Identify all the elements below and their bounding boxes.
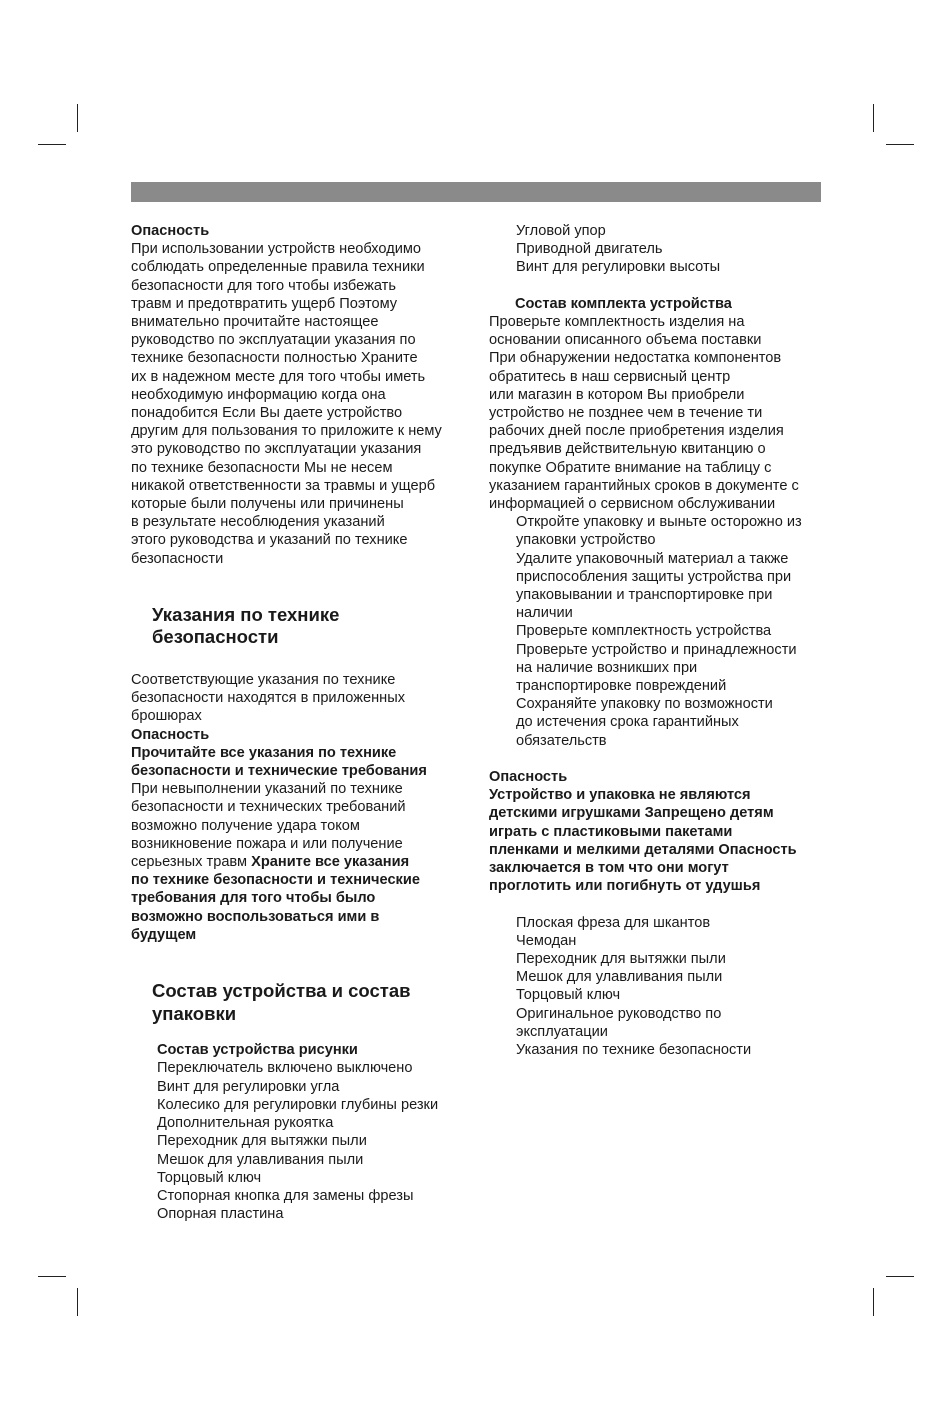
list-item: Торцовый ключ: [516, 987, 621, 1004]
text-line: другим для пользования то приложите к нему: [131, 423, 442, 440]
list-item: Переходник для вытяжки пыли: [516, 951, 726, 968]
list-item: Винт для регулировки высоты: [516, 259, 721, 276]
list-item: Проверьте комплектность устройства: [516, 623, 772, 640]
kit-text: [489, 313, 829, 513]
text-line: [131, 871, 471, 889]
danger-title: Опасность: [131, 223, 210, 239]
danger-title: Опасность: [489, 769, 568, 786]
safety-intro: [131, 671, 471, 726]
list-item: Приводной двигатель: [516, 241, 663, 258]
text-bold: возможно воспользоваться ими в: [131, 908, 380, 925]
text-line: безопасности и технические требования: [131, 763, 427, 780]
list-item: Чемодан: [516, 932, 577, 949]
composition-list: [131, 1059, 471, 1223]
text-line: это руководство по эксплуатации указания: [131, 441, 422, 458]
text-line: [131, 835, 471, 853]
text-line: в результате несоблюдения указаний: [131, 514, 385, 531]
text-line: заключается в том что они могут: [489, 860, 729, 877]
list-item: Колесико для регулировки глубины резки: [157, 1096, 439, 1113]
package-list: [489, 914, 829, 1060]
composition-subtitle: Состав устройства рисунки: [157, 1042, 358, 1059]
text-bold: будущем: [131, 926, 197, 943]
list-item: Мешок для улавливания пыли: [516, 969, 723, 986]
danger-title: Опасность: [131, 726, 210, 743]
text-line: Проверьте комплектность изделия на: [489, 314, 745, 330]
text-normal: возможно получение удара током: [131, 817, 360, 834]
safety-warning-text: [131, 780, 471, 944]
composition-list-continued: [489, 222, 829, 277]
text-line: брошюрах: [131, 708, 202, 725]
text-line: соблюдать определенные правила техники: [131, 259, 425, 276]
list-item: упаковывании и транспортировке при: [516, 587, 773, 604]
safety-heading: Указания по технике безопасности: [152, 603, 340, 648]
text-line: Соответствующие указания по технике: [131, 672, 396, 689]
composition-heading: Состав устройства и состав упаковки: [152, 980, 411, 1024]
text-line: безопасности: [131, 550, 224, 567]
list-item: Дополнительная рукоятка: [157, 1115, 334, 1132]
text-line: безопасности находятся в приложенных: [131, 690, 406, 707]
list-item: Проверьте устройство и принадлежности: [516, 641, 797, 658]
danger-text: [131, 240, 471, 568]
safety-warning-bold: [131, 744, 471, 780]
text-line: основании описанного объема поставки: [489, 332, 762, 349]
text-line: руководство по эксплуатации указания по: [131, 332, 416, 349]
text-line: [131, 889, 471, 907]
text-line: [131, 798, 471, 816]
list-item: Переходник для вытяжки пыли: [157, 1133, 367, 1150]
list-item: до истечения срока гарантийных: [516, 714, 739, 731]
header-bar: [131, 182, 821, 202]
list-item: Удалите упаковочный материал а также: [516, 550, 789, 567]
list-item: Оригинальное руководство по: [516, 1005, 722, 1022]
text-line: по технике безопасности Мы не несем: [131, 459, 393, 476]
text-line: понадобится Если Вы даете устройство: [131, 405, 403, 422]
crop-mark: [38, 144, 66, 145]
list-item: Переключатель включено выключено: [157, 1060, 413, 1077]
text-line: безопасности для того чтобы избежать: [131, 277, 396, 294]
text-line: детскими игрушками Запрещено детям: [489, 805, 774, 822]
crop-mark: [77, 104, 78, 132]
text-line: Прочитайте все указания по технике: [131, 744, 397, 761]
text-line: травм и предотвратить ущерб Поэтому: [131, 295, 398, 312]
text-normal: При невыполнении указаний по технике: [131, 781, 403, 798]
text-line: покупке Обратите внимание на таблицу с: [489, 459, 772, 476]
text-line: устройство не позднее чем в течение ти: [489, 405, 763, 422]
right-column: [489, 222, 829, 1059]
text-bold: требования для того чтобы было: [131, 890, 376, 907]
text-line: никакой ответственности за травмы и ущерб: [131, 477, 436, 494]
left-column: [131, 222, 471, 1223]
list-item: Мешок для улавливания пыли: [157, 1151, 364, 1168]
crop-mark: [886, 1276, 914, 1277]
text-line: указанием гарантийных сроков в документе с: [489, 477, 799, 494]
safety-section: [131, 604, 471, 944]
list-item: Сохраняйте упаковку по возможности: [516, 696, 773, 713]
text-line: При обнаружении недостатка компонентов: [489, 350, 782, 367]
text-line: При использовании устройств необходимо: [131, 241, 422, 258]
list-item: обязательств: [516, 732, 607, 749]
list-item: Плоская фреза для шкантов: [516, 914, 711, 931]
text-line: играть с пластиковыми пакетами: [489, 823, 733, 840]
text-line: рабочих дней после приобретения изделия: [489, 423, 784, 440]
list-item: упаковки устройство: [516, 532, 656, 549]
text-line: внимательно прочитайте настоящее: [131, 314, 379, 331]
text-line: которые были получены или причинены: [131, 496, 404, 513]
text-line: предъявив действительную квитанцию о: [489, 441, 766, 458]
list-item: транспортировке повреждений: [516, 678, 727, 695]
text-normal: безопасности и технических требований: [131, 799, 406, 816]
list-item: эксплуатации: [516, 1023, 608, 1040]
kit-section: [489, 295, 829, 750]
list-item: Откройте упаковку и выньте осторожно из: [516, 514, 802, 531]
list-item: Торцовый ключ: [157, 1169, 262, 1186]
text-line: технике безопасности полностью Храните: [131, 350, 418, 367]
text-line: их в надежном месте для того чтобы иметь: [131, 368, 426, 385]
danger-warning-bold: [489, 786, 829, 895]
text-line: [131, 780, 471, 798]
text-line: [131, 926, 471, 944]
kit-steps: [489, 513, 829, 750]
list-item: Стопорная кнопка для замены фрезы: [157, 1187, 414, 1204]
danger-section-1: [131, 222, 471, 568]
crop-mark: [38, 1276, 66, 1277]
text-bold: по технике безопасности и технические: [131, 872, 420, 889]
danger-section-2: [489, 768, 829, 895]
list-item: приспособления защиты устройства при: [516, 568, 792, 585]
list-item: Опорная пластина: [157, 1206, 284, 1223]
text-line: [131, 817, 471, 835]
list-item: наличии: [516, 605, 573, 622]
crop-mark: [886, 144, 914, 145]
text-line: [131, 853, 471, 871]
text-line: или магазин в котором Вы приобрели: [489, 386, 745, 403]
kit-title: Состав комплекта устройства: [515, 295, 732, 312]
text-line: проглотить или погибнуть от удушья: [489, 878, 761, 895]
text-normal: серьезных травм: [131, 854, 252, 871]
text-line: Устройство и упаковка не являются: [489, 787, 751, 804]
text-bold: Храните все указания: [251, 854, 410, 871]
list-item: Указания по технике безопасности: [516, 1042, 752, 1059]
text-line: [131, 908, 471, 926]
composition-section: [131, 980, 471, 1223]
text-line: пленками и мелкими деталями Опасность: [489, 841, 797, 858]
crop-mark: [873, 1288, 874, 1316]
text-line: этого руководства и указаний по технике: [131, 532, 408, 549]
text-line: обратитесь в наш сервисный центр: [489, 368, 731, 385]
crop-mark: [873, 104, 874, 132]
list-item: на наличие возникших при: [516, 659, 698, 676]
text-line: необходимую информацию когда она: [131, 386, 386, 403]
crop-mark: [77, 1288, 78, 1316]
text-line: информацией о сервисном обслуживании: [489, 496, 776, 513]
text-normal: возникновение пожара и или получение: [131, 835, 403, 852]
list-item: Винт для регулировки угла: [157, 1078, 340, 1095]
list-item: Угловой упор: [516, 223, 606, 239]
